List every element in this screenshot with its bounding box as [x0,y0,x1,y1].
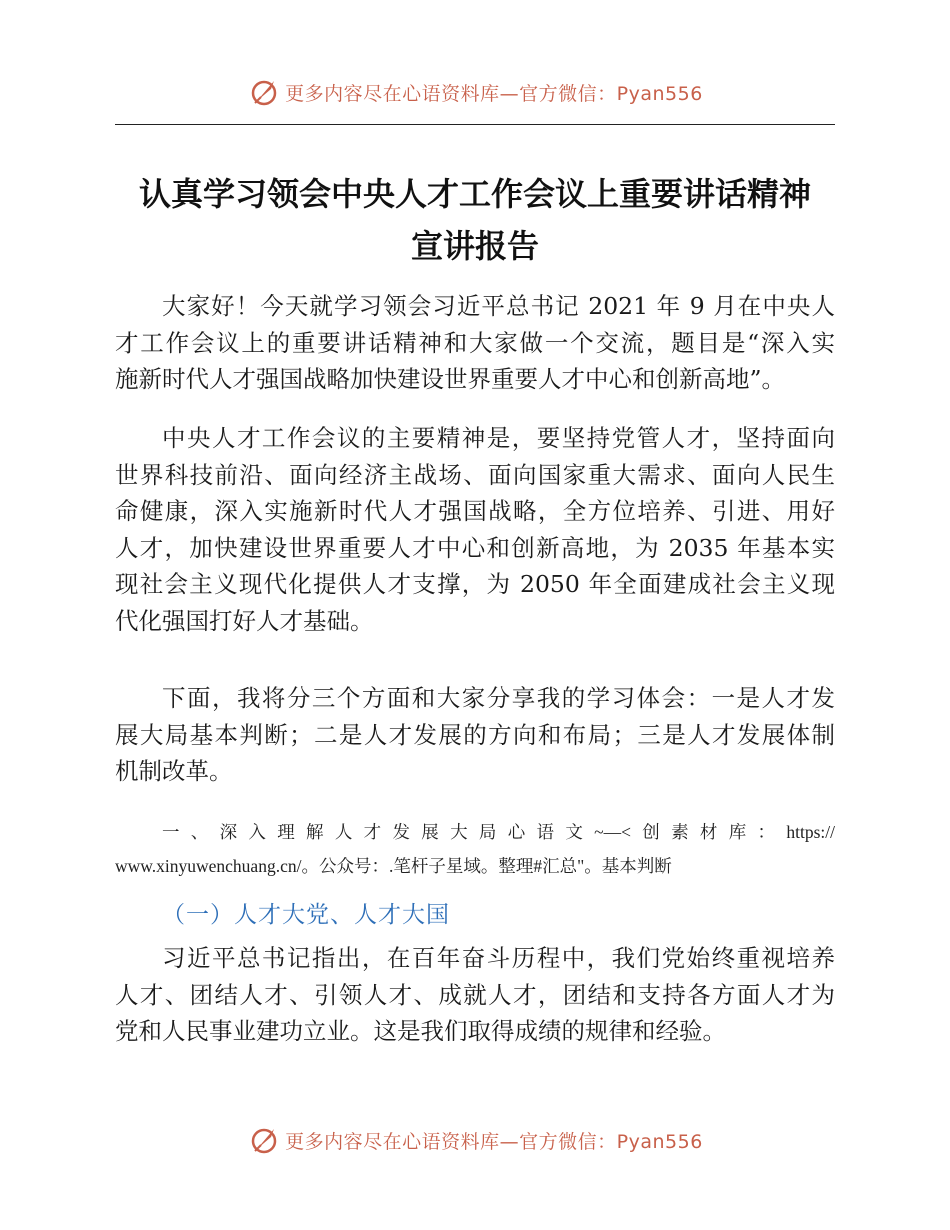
watermark-text: 更多内容尽在心语资料库—官方微信：Pyan556 [285,1130,703,1153]
document-title [115,168,835,272]
text-line: 现社会主义现代化提供人才支撑，为 2050 年全面建成社会主义现 [115,570,835,598]
text-line: 中央人才工作会议的主要精神是，要坚持党管人才，坚持面向 [162,424,835,452]
text-line: 人才、团结人才、引领人才、成就人才，团结和支持各方面人才为 [115,980,835,1009]
text-line: 机制改革。 [115,757,233,785]
text-line: www.xinyuwenchuang.cn/。公众号：.笔杆子星域。整理#汇总"。基本判断 [115,856,672,876]
text-line: 世界科技前沿、面向经济主战场、面向国家重大需求、面向人民生 [115,460,835,489]
text-line: 习近平总书记指出，在百年奋斗历程中，我们党始终重视培养 [162,944,835,972]
title-line: 认真学习领会中央人才工作会议上重要讲话精神 [138,175,811,213]
text-line: 人才，加快建设世界重要人才中心和创新高地，为 2035 年基本实 [115,533,835,562]
paragraph-main-spirit [115,420,835,639]
text-line: 施新时代人才强国战略加快建设世界重要人才中心和创新高地”。 [115,365,786,393]
watermark-text: 更多内容尽在心语资料库—官方微信：Pyan556 [285,82,703,105]
quill-logo-icon [247,75,281,109]
header-divider [115,124,835,125]
text-line: 代化强国打好人才基础。 [115,606,374,635]
paragraph-intro [115,288,835,398]
section-heading-1 [115,815,835,883]
subheading-1: （一）人才大党、人才大国 [162,902,450,928]
header-watermark [0,72,950,112]
text-line: 大家好！今天就学习领会习近平总书记 2021 年 9 月在中央人 [162,292,835,320]
text-line: 一、深入理解人才发展大局心语文~—<创素材库：https:// [162,822,835,842]
text-line: 命健康，深入实施新时代人才强国战略，全方位培养、引进、用好 [115,497,835,525]
text-line: 党和人民事业建功立业。这是我们取得成绩的规律和经验。 [115,1017,726,1045]
paragraph-talent [115,940,835,1050]
text-line: 展大局基本判断；二是人才发展的方向和布局；三是人才发展体制 [115,720,835,749]
title-line: 宣讲报告 [410,227,539,265]
quill-logo-icon [247,1123,281,1157]
footer-watermark [0,1120,950,1160]
text-line: 下面，我将分三个方面和大家分享我的学习体会：一是人才发 [162,684,835,712]
paragraph-outline [115,680,835,790]
text-line: 才工作会议上的重要讲话精神和大家做一个交流，题目是“深入实 [115,328,835,357]
